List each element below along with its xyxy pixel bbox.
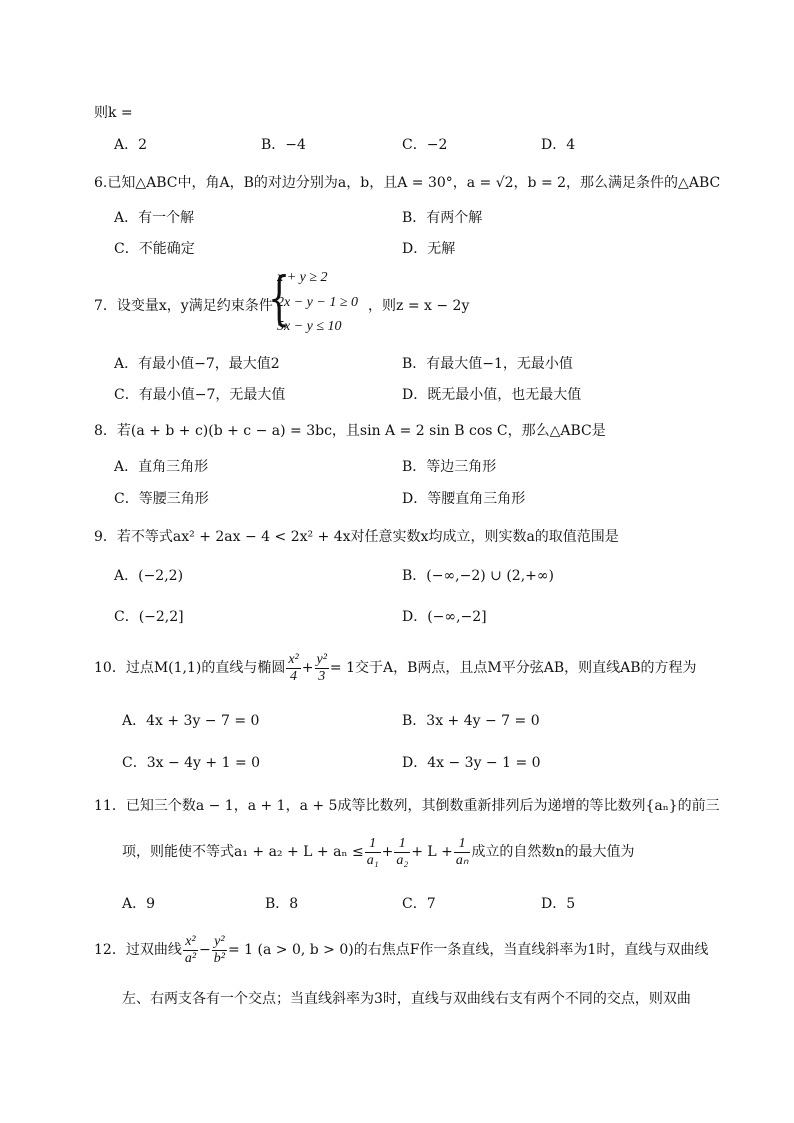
q7-constraint-system (268, 264, 368, 337)
q6-option-a: A．有一个解 (114, 210, 195, 226)
q8-option-c: C．等腰三角形 (114, 491, 209, 507)
q11-stem-line1: 11．已知三个数a − 1，a + 1，a + 5成等比数列，其倒数重新排列后为递增的等比数列{aₙ}的前三 (94, 798, 720, 814)
q9-option-a: A．(−2,2) (114, 568, 184, 584)
q11-option-a: A．9 (122, 896, 156, 912)
q8-stem: 8．若(a + b + c)(b + c − a) = 3bc，且sin A = 2 sin B cos C，那么△ABC是 (94, 423, 606, 439)
q12-fraction-y: $\frac{\text{y²}}{\text{b²}}$ (213, 933, 225, 966)
q11-fraction-3: $\frac{1}{\text{aₙ}}$ (455, 835, 469, 868)
q6-option-c: C．不能确定 (114, 241, 195, 257)
q5-option-d: D．4 (541, 137, 576, 153)
q10-stem: 10．过点M(1,1)的直线与椭圆 $\frac{\text{x²}}{4}$ + $\frac{\text{y²}}{3}$ = 1交于A，B两点，且点M平分弦AB，则直线AB的方程为 (94, 651, 697, 684)
q8-option-a: A．直角三角形 (114, 459, 209, 475)
q7-constraint-2: 2x − y − 1 ≥ 0 (277, 295, 359, 310)
q11-fraction-2: $\frac{1}{\text{a₂}}$ (396, 835, 409, 868)
left-brace-icon: { (268, 264, 291, 332)
q7-stem-post: ，则z = x − 2y (368, 298, 470, 314)
q8-option-d: D．等腰直角三角形 (402, 491, 526, 507)
q7-option-c: C．有最小值−7，无最大值 (114, 387, 286, 403)
q7-option-d: D．既无最小值，也无最大值 (402, 387, 582, 403)
q8-option-b: B．等边三角形 (402, 459, 497, 475)
q5-option-b: B．−4 (261, 137, 306, 153)
q11-option-b: B．8 (265, 896, 299, 912)
q12-fraction-x: $\frac{\text{x²}}{\text{a²}}$ (184, 933, 197, 966)
q5-tail: 则k = (94, 105, 133, 121)
q5-option-c: C．−2 (402, 137, 448, 153)
q9-option-c: C．(−2,2] (114, 609, 184, 625)
q10-fraction-x: $\frac{\text{x²}}{4}$ (288, 651, 299, 684)
q7-constraint-1: x + y ≥ 2 (277, 270, 328, 285)
q9-option-d: D．(−∞,−2] (402, 609, 487, 625)
q10-option-b: B．3x + 4y − 7 = 0 (402, 713, 540, 729)
q7-stem-pre: 7．设变量x，y满足约束条件 (94, 298, 273, 314)
q7-option-a: A．有最小值−7，最大值2 (114, 356, 280, 372)
q6-stem: 6.已知△ABC中，角A，B的对边分别为a，b，且A = 30°，a = √2，b = 2，那么满足条件的△ABC (94, 175, 721, 191)
q5-option-a: A．2 (114, 137, 148, 153)
q9-option-b: B．(−∞,−2) ∪ (2,+∞) (402, 568, 554, 584)
q12-stem-line2: 左、右两支各有一个交点；当直线斜率为3时，直线与双曲线右支有两个不同的交点，则双曲 (122, 991, 691, 1007)
q10-fraction-y: $\frac{\text{y²}}{3}$ (316, 651, 327, 684)
q6-option-d: D．无解 (402, 241, 456, 257)
q11-fraction-1: $\frac{1}{\text{a₁}}$ (366, 835, 379, 868)
q11-stem-line2: 项，则能使不等式a₁ + a₂ + L + aₙ ≤ $\frac{1}{\text{a₁}}$ + $\frac{1}{\text{a₂}}$ + L + $\frac{1}{\text{aₙ}}$ 成立的自然数n的最大值为 (122, 835, 635, 868)
q12-stem: 12．过双曲线 $\frac{\text{x²}}{\text{a²}}$ − $\frac{\text{y²}}{\text{b²}}$ = 1 (a > 0, b > 0)的右焦点F作一条直线，当直线斜率为1时，直线与双曲线 (94, 933, 709, 966)
q9-stem: 9．若不等式ax² + 2ax − 4 < 2x² + 4x对任意实数x均成立，则实数a的取值范围是 (94, 529, 619, 545)
q10-stem-post: = 1交于A，B两点，且点M平分弦AB，则直线AB的方程为 (329, 660, 697, 676)
q7-option-b: B．有最大值−1，无最小值 (402, 356, 573, 372)
q6-option-b: B．有两个解 (402, 210, 483, 226)
q11-option-c: C．7 (402, 896, 436, 912)
q10-option-d: D．4x − 3y − 1 = 0 (402, 755, 541, 771)
q11-option-d: D．5 (541, 896, 576, 912)
q10-option-a: A．4x + 3y − 7 = 0 (122, 713, 260, 729)
q7-constraint-3: 5x − y ≤ 10 (277, 319, 342, 334)
q10-option-c: C．3x − 4y + 1 = 0 (122, 755, 261, 771)
q10-stem-pre: 10．过点M(1,1)的直线与椭圆 (94, 660, 286, 676)
